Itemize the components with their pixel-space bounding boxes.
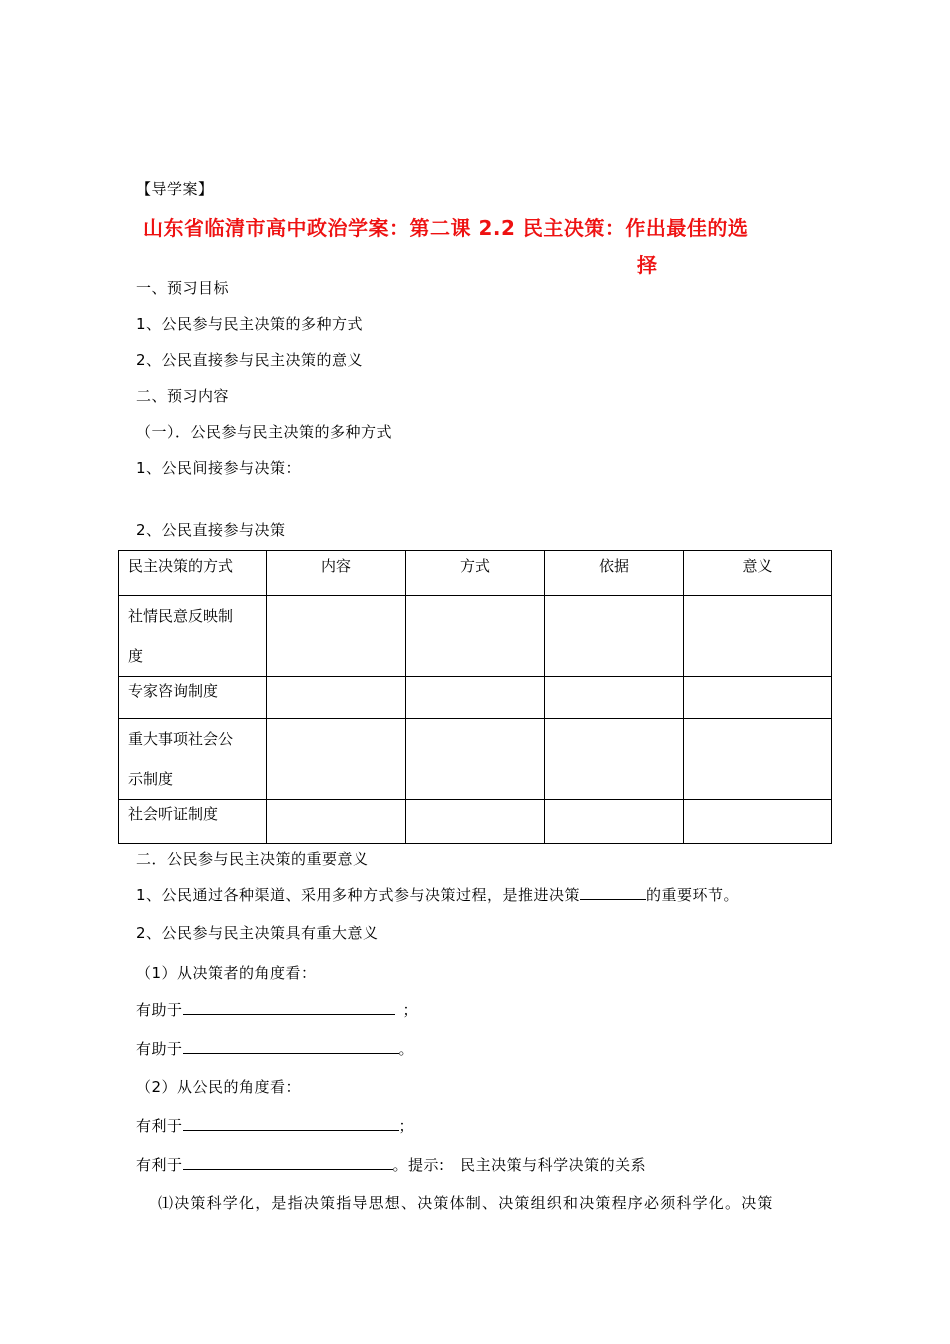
table-row <box>119 719 832 800</box>
benefit-line-1 <box>136 1115 414 1136</box>
header-tag: 【导学案】 <box>136 180 214 198</box>
table-row-label-line: 示制度 <box>128 770 174 788</box>
table-cell <box>406 719 545 800</box>
help-prefix: 有助于 <box>136 1040 183 1058</box>
table-header-cell: 内容 <box>267 551 406 596</box>
fill-in-blank[interactable] <box>183 1039 399 1054</box>
section2-heading: 二、预习内容 <box>136 387 230 405</box>
table-cell <box>684 719 832 800</box>
section3-item2: 2、公民参与民主决策具有重大意义 <box>136 924 379 942</box>
section1-item-2: 2、公民直接参与民主决策的意义 <box>136 351 364 369</box>
section3-heading: 二．公民参与民主决策的重要意义 <box>136 850 369 868</box>
table-cell <box>267 800 406 844</box>
table-header-cell: 民主决策的方式 <box>119 551 267 596</box>
table-cell <box>684 800 832 844</box>
fill-in-blank[interactable] <box>580 885 646 900</box>
benefit-end-hint: 。提示: 民主决策与科学决策的关系 <box>392 1156 647 1174</box>
page-title-line2: 择 <box>637 253 658 277</box>
decision-maker-heading: （1）从决策者的角度看： <box>136 964 317 982</box>
benefit-prefix: 有利于 <box>136 1156 183 1174</box>
benefit-end: ； <box>398 1117 415 1135</box>
table-cell <box>267 596 406 677</box>
section1-item-1: 1、公民参与民主决策的多种方式 <box>136 315 364 333</box>
fill-in-blank[interactable] <box>183 1155 393 1170</box>
table-cell <box>406 596 545 677</box>
section1-heading: 一、预习目标 <box>136 279 230 297</box>
table-row <box>119 677 832 719</box>
benefit-line-2 <box>136 1154 646 1175</box>
section3-item1-text: 1、公民通过各种渠道、采用多种方式参与决策过程，是推进决策 <box>136 886 581 904</box>
table-header-cell: 方式 <box>406 551 545 596</box>
table-cell <box>406 677 545 719</box>
table-row-label-line: 重大事项社会公 <box>128 730 234 748</box>
section3-item1-tail: 的重要环节。 <box>646 886 740 904</box>
help-prefix: 有助于 <box>136 1001 183 1019</box>
help-end: ； <box>402 1001 419 1019</box>
section2-sub1: （一）．公民参与民主决策的多种方式 <box>136 423 393 441</box>
fill-in-blank[interactable] <box>183 1116 399 1131</box>
page-title-line1: 山东省临清市高中政治学案：第二课 2.2 民主决策：作出最佳的选 <box>143 216 749 240</box>
table-header-cell: 依据 <box>545 551 684 596</box>
table-cell <box>267 719 406 800</box>
table-row <box>119 800 832 844</box>
table-header-cell: 意义 <box>684 551 832 596</box>
decision-methods-table <box>118 550 832 844</box>
table-row <box>119 596 832 677</box>
table-cell <box>267 677 406 719</box>
help-line-1 <box>136 999 418 1020</box>
fill-in-blank[interactable] <box>183 1000 395 1015</box>
section3-item1 <box>136 884 739 905</box>
table-row-label: 专家咨询制度 <box>119 677 267 719</box>
table-header-row <box>119 551 832 596</box>
table-cell <box>545 800 684 844</box>
help-line-2 <box>136 1038 414 1059</box>
table-row-label <box>119 596 267 677</box>
help-end: 。 <box>398 1040 415 1058</box>
note-paragraph: ⑴决策科学化，是指决策指导思想、决策体制、决策组织和决策程序必须科学化。决策 <box>158 1194 774 1212</box>
benefit-prefix: 有利于 <box>136 1117 183 1135</box>
table-cell <box>684 596 832 677</box>
table-cell <box>684 677 832 719</box>
table-cell <box>406 800 545 844</box>
section2-item1: 1、公民间接参与决策： <box>136 459 302 477</box>
table-cell <box>545 596 684 677</box>
section2-item2: 2、公民直接参与决策 <box>136 521 286 539</box>
table-row-label <box>119 719 267 800</box>
table-row-label: 社会听证制度 <box>119 800 267 844</box>
table-cell <box>545 719 684 800</box>
table-cell <box>545 677 684 719</box>
table-row-label-line: 社情民意反映制 <box>128 607 234 625</box>
table-row-label-line: 度 <box>128 647 144 665</box>
citizen-heading: （2）从公民的角度看： <box>136 1078 302 1096</box>
